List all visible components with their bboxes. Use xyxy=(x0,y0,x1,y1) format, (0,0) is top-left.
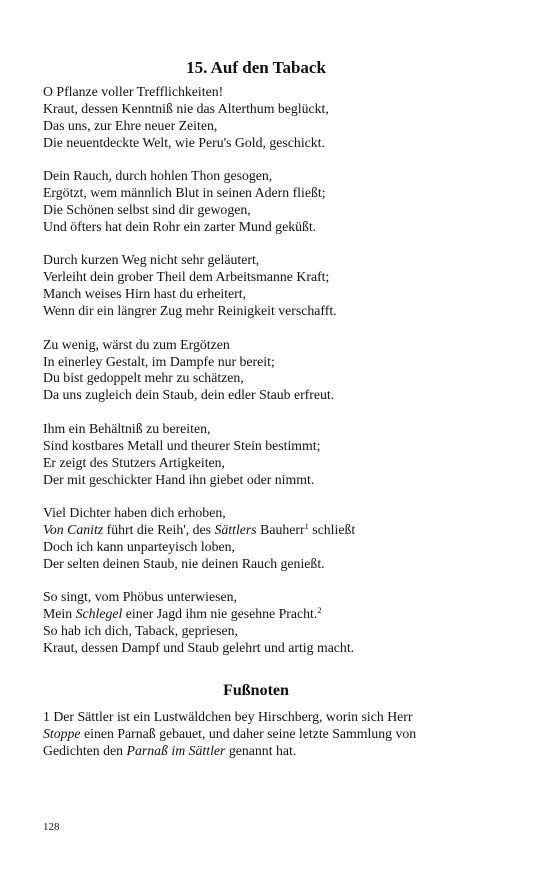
poem-line xyxy=(43,421,483,438)
text-segment: Das uns, zur Ehre neuer Zeiten, xyxy=(43,117,218,133)
stanza xyxy=(43,252,483,320)
text-segment: einer Jagd ihm nie gesehne Pracht. xyxy=(122,606,318,622)
poem-line xyxy=(43,252,483,269)
poem-line xyxy=(43,522,483,539)
poem-line xyxy=(43,505,483,522)
text-segment: 1 Der Sättler ist ein Lustwäldchen bey Hirschberg, worin sich Herr xyxy=(43,709,413,724)
text-segment: Sind kostbares Metall und theurer Stein bestimmt; xyxy=(43,437,321,453)
stanza xyxy=(43,421,483,489)
poem-line xyxy=(43,472,483,489)
footnote-line xyxy=(43,725,469,742)
stanza xyxy=(43,337,483,405)
stanza xyxy=(43,168,483,236)
poem-line xyxy=(43,219,483,236)
text-segment: Du bist gedoppelt mehr zu schätzen, xyxy=(43,370,244,386)
text-segment: Die neuentdeckte Welt, wie Peru's Gold, geschickt. xyxy=(43,134,325,150)
poem-line xyxy=(43,185,483,202)
text-segment: Mein xyxy=(43,606,76,622)
text-segment: Doch ich kann unparteyisch loben, xyxy=(43,538,235,554)
text-segment: einen Parnaß gebauet, und daher seine letzte Sammlung von xyxy=(80,726,417,741)
text-segment: Bauherr xyxy=(256,522,305,537)
stanza xyxy=(43,505,483,573)
poem-line xyxy=(43,354,483,371)
text-segment: genannt hat. xyxy=(225,743,297,758)
text-segment: Und öfters hat dein Rohr ein zarter Mund geküßt. xyxy=(43,218,317,234)
text-segment: schließt xyxy=(308,522,356,537)
poem-line xyxy=(43,623,483,640)
poem-line xyxy=(43,455,483,472)
text-segment: Der mit geschickter Hand ihn giebet oder nimmt. xyxy=(43,471,315,487)
text-segment: Manch weises Hirn hast du erheitert, xyxy=(43,286,247,302)
text-segment: Gedichten den xyxy=(43,743,127,758)
text-segment: Dein Rauch, durch hohlen Thon gesogen, xyxy=(43,168,273,184)
poem-body xyxy=(43,84,483,674)
poem-line xyxy=(43,606,483,623)
footnote-marker[interactable]: 2 xyxy=(317,605,322,616)
footnote-line xyxy=(43,708,469,725)
stanza xyxy=(43,589,483,657)
poem-line xyxy=(43,101,483,118)
text-segment: Ergötzt, wem männlich Blut in seinen Adern fließt; xyxy=(43,185,326,201)
poem-line xyxy=(43,168,483,185)
text-segment: In einerley Gestalt, im Dampfe nur bereit; xyxy=(43,353,275,369)
poem-line xyxy=(43,286,483,303)
poem-line xyxy=(43,84,483,101)
text-segment: Kraut, dessen Dampf und Staub gelehrt und artig macht. xyxy=(43,640,355,656)
poem-line xyxy=(43,640,483,657)
poem-line xyxy=(43,135,483,152)
text-segment: O Pflanze voller Trefflichkeiten! xyxy=(43,84,224,99)
text-segment: Ihm ein Behältniß zu bereiten, xyxy=(43,420,211,436)
poem-line xyxy=(43,438,483,455)
text-segment: Da uns zugleich dein Staub, dein edler Staub erfreut. xyxy=(43,387,335,403)
text-segment: Wenn dir ein längrer Zug mehr Reinigkeit verschafft. xyxy=(43,303,337,319)
footnotes-heading: Fußnoten xyxy=(223,682,289,699)
italic-text: Von Canitz xyxy=(43,522,104,537)
stanza xyxy=(43,84,483,152)
poem-line xyxy=(43,370,483,387)
footnote-line xyxy=(43,742,469,759)
text-segment: Zu wenig, wärst du zum Ergötzen xyxy=(43,336,230,352)
poem-line xyxy=(43,387,483,404)
text-segment: führt die Reih', des xyxy=(103,522,215,537)
poem-line xyxy=(43,118,483,135)
text-segment: Kraut, dessen Kenntniß nie das Alterthum beglückt, xyxy=(43,100,329,116)
italic-text: Stoppe xyxy=(43,726,81,741)
text-segment: Der selten deinen Staub, nie deinen Rauch genießt. xyxy=(43,555,325,571)
poem-line xyxy=(43,202,483,219)
poem-line xyxy=(43,556,483,573)
poem-line xyxy=(43,269,483,286)
text-segment: Die Schönen selbst sind dir gewogen, xyxy=(43,202,251,218)
text-segment: Viel Dichter haben dich erhoben, xyxy=(43,505,226,521)
text-segment: So hab ich dich, Taback, gepriesen, xyxy=(43,623,238,639)
text-segment: Verleiht dein grober Theil dem Arbeitsmanne Kraft; xyxy=(43,269,330,285)
italic-text: Sättlers xyxy=(214,522,257,537)
text-segment: Er zeigt des Stutzers Artigkeiten, xyxy=(43,454,225,470)
poem-line xyxy=(43,539,483,556)
footnote-text xyxy=(43,708,469,759)
poem-line xyxy=(43,303,483,320)
text-segment: Durch kurzen Weg nicht sehr geläutert, xyxy=(43,252,260,268)
italic-text: Schlegel xyxy=(75,606,123,622)
page-number: 128 xyxy=(43,821,60,833)
footnote-marker[interactable]: 1 xyxy=(304,521,309,531)
poem-line xyxy=(43,589,483,606)
poem-line xyxy=(43,337,483,354)
italic-text: Parnaß im Sättler xyxy=(126,743,226,758)
poem-title: 15. Auf den Taback xyxy=(186,58,326,77)
text-segment: So singt, vom Phöbus unterwiesen, xyxy=(43,589,237,605)
